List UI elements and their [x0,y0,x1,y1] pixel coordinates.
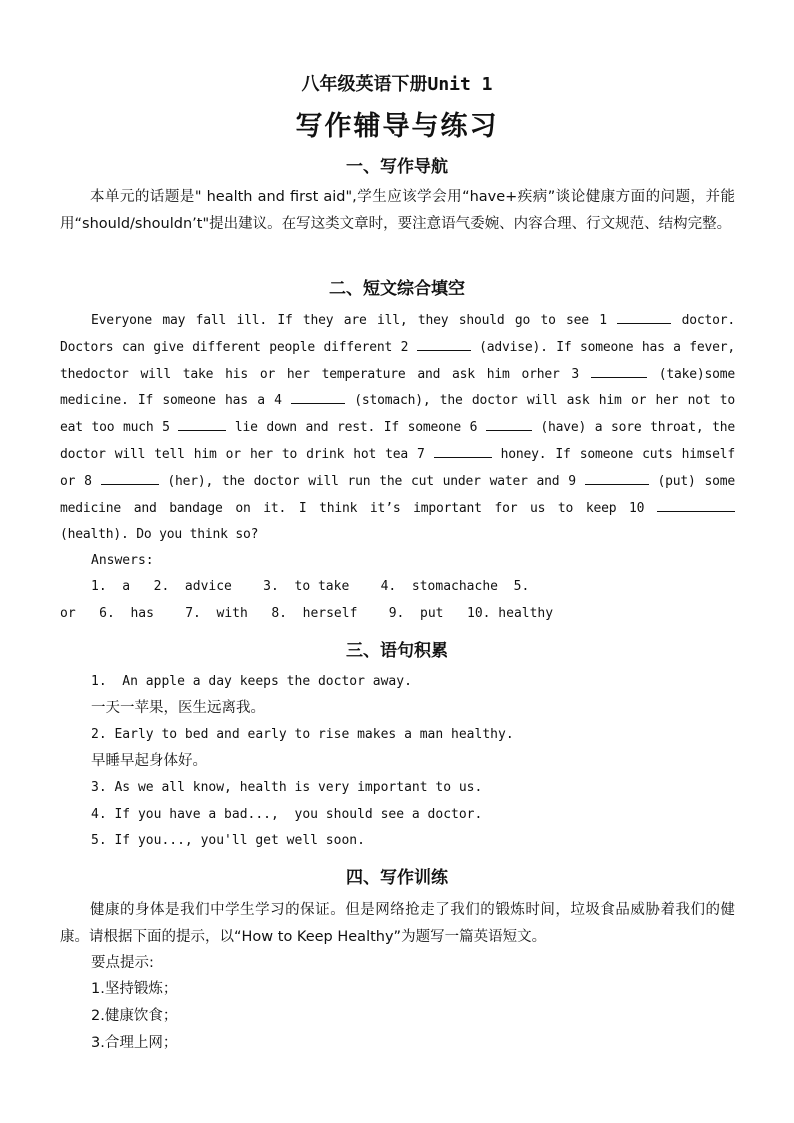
title-unit: Unit 1 [427,74,493,95]
section-heading-2: 二、短文综合填空 [329,279,465,299]
sentence-2-translation: 早睡早起身体好。 [91,753,207,769]
blank-9[interactable] [585,470,649,485]
section-heading-1: 一、写作导航 [346,157,448,177]
section-heading-4: 四、写作训练 [346,868,448,888]
page-subtitle: 写作辅导与练习 [295,111,499,142]
blank-10[interactable] [657,497,735,512]
cloze-passage: Everyone may fall ill. If they are ill, they should go to see 1 doctor. Doctors can give different people different 2 (advise). If someone has a fever, thedoctor will take his or her temperature and ask him orher 3 (take)some medicine. If someone has a 4 (stomach), the doctor will ask him or her not to eat too much 5 lie down and rest. If someone 6 (have) a sore throat, the doctor will tell him or her to drink hot tea 7 honey. If someone cuts himself or 8 (her), the doctor will run the cut under water and 9 (put) some medicine and bandage on it. I think it’s important for us to keep 10 (health). Do you think so? [60,308,735,549]
training-paragraph: 健康的身体是我们中学生学习的保证。但是网络抢走了我们的锻炼时间，垃圾食品威胁着我们的健康。请根据下面的提示，以“How to Keep Healthy”为题写一篇英语短文。 [60,902,735,945]
blank-7[interactable] [434,443,492,458]
blank-2[interactable] [417,336,471,351]
intro-paragraph: 本单元的话题是" health and first aid",学生应该学会用“have+疾病”谈论健康方面的问题，并能用“should/shouldn’t"提出建议。在写这类文章时，要注意语气委婉、内容合理、行文规范、结构完整。 [60,189,735,232]
page-title [0,70,794,96]
sentence-1: 1. An apple a day keeps the doctor away. [91,674,412,689]
blank-1[interactable] [617,309,671,324]
title-prefix: 八年级英语下册 [301,74,428,95]
sentence-1-translation: 一天一苹果，医生远离我。 [91,700,265,716]
point-2: 2.健康饮食； [91,1008,178,1024]
blank-3[interactable] [591,363,647,378]
points-label: 要点提示: [91,955,154,971]
sentence-5: 5. If you..., you'll get well soon. [91,833,365,848]
blank-6[interactable] [486,416,532,431]
blank-4[interactable] [291,389,345,404]
answers-label: Answers: [91,553,154,568]
sentence-4: 4. If you have a bad..., you should see a doctor. [91,807,483,822]
point-1: 1.坚持锻炼； [91,981,178,997]
blank-8[interactable] [101,470,159,485]
sentence-2: 2. Early to bed and early to rise makes a man healthy. [91,727,514,742]
blank-5[interactable] [178,416,226,431]
sentence-3: 3. As we all know, health is very important to us. [91,780,483,795]
point-3: 3.合理上网； [91,1035,178,1051]
answers-line-1: 1. a 2. advice 3. to take 4. stomachache 5. [91,579,530,594]
section-heading-3: 三、语句积累 [346,641,448,661]
answers-line-2: or 6. has 7. with 8. herself 9. put 10. healthy [60,606,554,621]
